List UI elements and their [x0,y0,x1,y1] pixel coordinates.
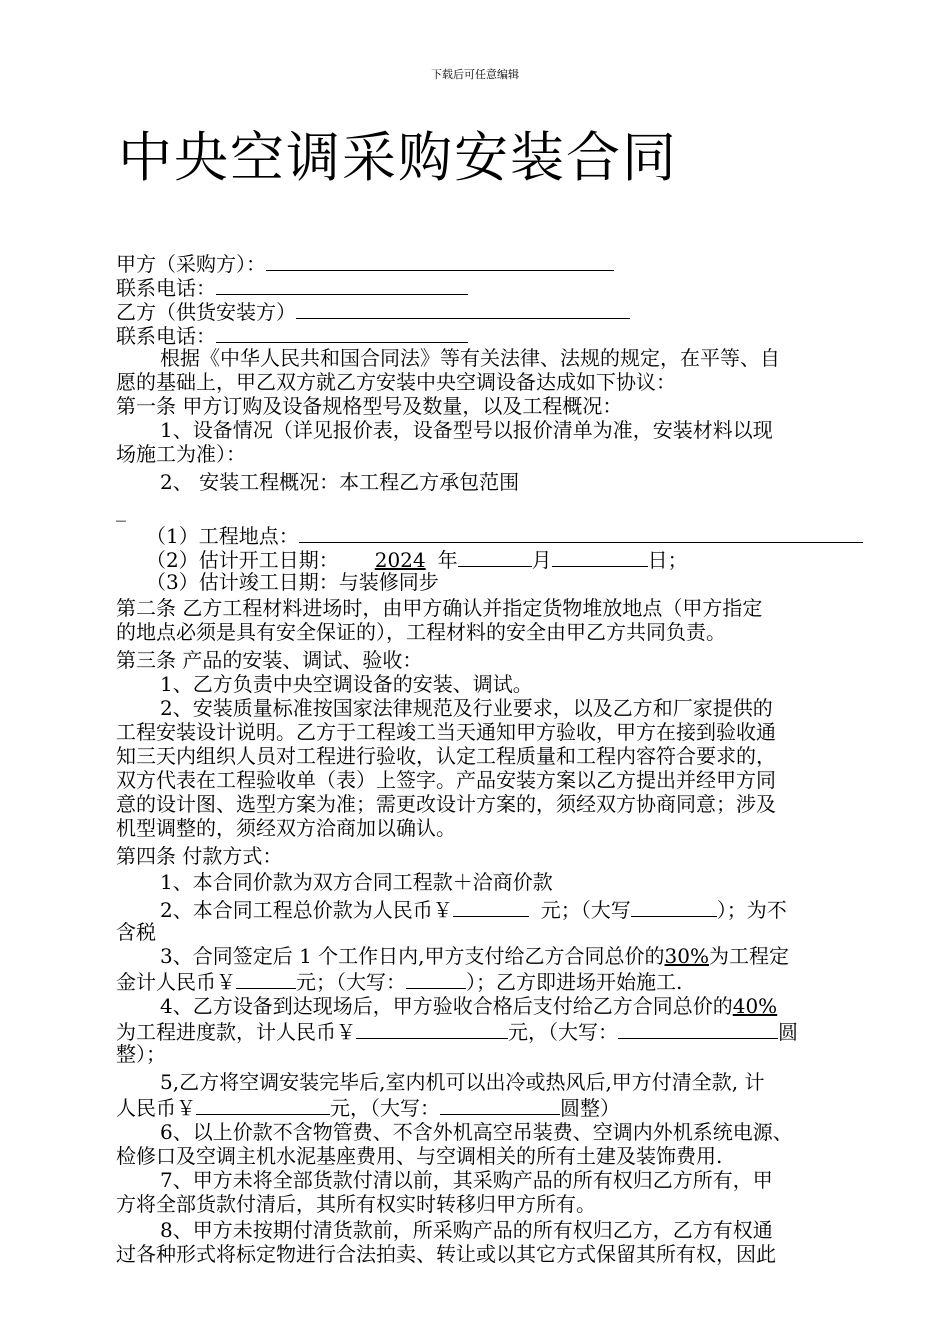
a3-item2-line6: 机型调整的，须经双方洽商加以确认。 [116,816,456,840]
final-yuan: 圆整） [560,1096,620,1120]
deposit-daxie-label: 元；（大写： [296,970,406,994]
progress-percent: 40% [732,994,778,1018]
progress-amount-blank[interactable] [356,1018,508,1039]
a3-item2-line2: 工程安装设计说明。乙方于工程竣工当天通知甲方验收，甲方在接到验收通 [116,720,776,744]
party-b-label: 乙方（供货安装方） [116,300,296,324]
article-2-line2: 的地点必须是具有安全保证的），工程材料的安全由甲乙方共同负责。 [116,620,726,644]
page-header: 下载后可任意编辑 [431,68,519,81]
a4-item7-line1: 7、甲方未将全部货款付清以前，其采购产品的所有权归乙方所有，甲 [160,1168,773,1192]
a1-sub3: （3）估计竣工日期：与装修同步 [146,570,439,594]
deposit-daxie-blank[interactable] [406,968,466,989]
underscore-mark: _ [116,498,126,522]
a4-item2-line1 [160,896,787,922]
a4-item3-line2 [116,968,682,994]
a4-item3-line1 [160,944,789,968]
a3-item1: 1、乙方负责中央空调设备的安装、调试。 [160,672,533,696]
progress-daxie-blank[interactable] [618,1018,778,1039]
year-label: 年 [437,548,458,572]
a4-item2-daxie: 元；（大写 [540,898,631,922]
a1-item1-line1: 1、设备情况（详见报价表，设备型号以报价清单为准，安装材料以现 [160,418,773,442]
a4-item6-line2: 检修口及空调主机水泥基座费用、与空调相关的所有土建及装饰费用. [116,1144,723,1168]
deposit-percent: 30% [664,944,709,968]
article-4-heading: 第四条 付款方式： [116,844,283,868]
a4-item4-line2 [116,1018,798,1044]
party-a-label: 甲方（采购方）： [116,252,266,276]
a4-item2-text: 2、本合同工程总价款为人民币￥ [160,898,453,922]
progress-daxie-label: 元，（大写： [508,1020,618,1044]
a4-item5-line1: 5,乙方将空调安装完毕后,室内机可以出冷或热风后,甲方付清全款, 计 [160,1070,765,1094]
a4-item3-tail: 为工程定 [708,944,789,968]
a4-item3-text: 3、合同签定后 1 个工作日内,甲方支付给乙方合同总价的 [160,944,665,968]
a1-sub2-label: （2）估计开工日期： [146,548,339,572]
total-daxie-blank[interactable] [631,896,717,917]
a4-item4-line3: 整）； [116,1042,166,1066]
phone-b-blank[interactable] [216,322,468,343]
month-label: 月 [531,548,552,572]
intro-line-1: 根据《中华人民共和国合同法》等有关法律、法规的规定，在平等、自 [160,346,780,370]
progress-label: 为工程进度款，计人民币￥ [116,1020,356,1044]
total-amount-blank[interactable] [453,896,529,917]
start-year[interactable]: 2024 [374,548,426,572]
a4-item7-line2: 方将全部货款付清后，其所有权实时转移归甲方所有。 [116,1192,596,1216]
final-amount-blank[interactable] [196,1094,330,1115]
month-blank[interactable] [458,546,532,567]
a4-item2-tail: ）；为不 [716,898,787,922]
phone-a-line [116,274,468,300]
phone-a-label: 联系电话： [116,276,216,300]
a4-item4-text: 4、乙方设备到达现场后，甲方验收合格后支付给乙方合同总价的 [160,994,733,1018]
a4-item5-line2 [116,1094,620,1120]
a4-item6-line1: 6、以上价款不含物管费、不含外机高空吊装费、空调内外机系统电源、 [160,1120,793,1144]
a4-item1: 1、本合同价款为双方合同工程款＋洽商价款 [160,870,553,894]
a4-item2-line2: 含税 [116,920,156,944]
a3-item2-line3: 知三天内组织人员对工程进行验收，认定工程质量和工程内容符合要求的， [116,744,776,768]
a4-item8-line1: 8、甲方未按期付清货款前，所采购产品的所有权归乙方，乙方有权通 [160,1218,773,1242]
party-b-line [116,298,630,324]
final-daxie-blank[interactable] [440,1094,560,1115]
final-label: 人民币￥ [116,1096,196,1120]
a4-item8-line2: 过各种形式将标定物进行合法拍卖、转让或以其它方式保留其所有权，因此 [116,1242,776,1266]
article-2-line1: 第二条 乙方工程材料进场时，由甲方确认并指定货物堆放地点（甲方指定 [116,596,763,620]
party-b-blank[interactable] [296,298,630,319]
site-blank[interactable] [299,522,863,543]
a4-item4-line1 [160,994,777,1018]
article-1-heading: 第一条 甲方订购及设备规格型号及数量，以及工程概况： [116,394,623,418]
party-a-line [116,250,614,276]
a1-sub2-line [146,546,688,572]
phone-b-label: 联系电话： [116,324,216,348]
progress-yuan: 圆 [778,1020,798,1044]
intro-line-2: 愿的基础上，甲乙双方就乙方安装中央空调设备达成如下协议： [116,370,676,394]
phone-b-line [116,322,468,348]
a4-item3-end: ）；乙方即进场开始施工. [466,970,683,994]
article-3-heading: 第三条 产品的安装、调试、验收： [116,648,423,672]
day-label: 日； [647,548,688,572]
final-daxie-label: 元，（大写： [330,1096,440,1120]
deposit-label: 金计人民币￥ [116,970,236,994]
a3-item2-line5: 意的设计图、选型方案为准；需更改设计方案的，须经双方协商同意；涉及 [116,792,776,816]
a1-item2: 2、 安装工程概况：本工程乙方承包范围 [160,470,520,494]
a1-sub1-line [146,522,863,548]
party-a-blank[interactable] [266,250,614,271]
deposit-amount-blank[interactable] [236,968,296,989]
phone-a-blank[interactable] [216,274,468,295]
document-title: 中央空调采购安装合同 [118,126,678,189]
a1-sub1-label: （1）工程地点： [146,524,299,548]
a1-item1-line2: 场施工为准）： [116,442,246,466]
a3-item2-line4: 双方代表在工程验收单（表）上签字。产品安装方案以乙方提出并经甲方同 [116,768,776,792]
day-blank[interactable] [552,546,648,567]
a3-item2-line1: 2、安装质量标准按国家法律规范及行业要求，以及乙方和厂家提供的 [160,696,773,720]
